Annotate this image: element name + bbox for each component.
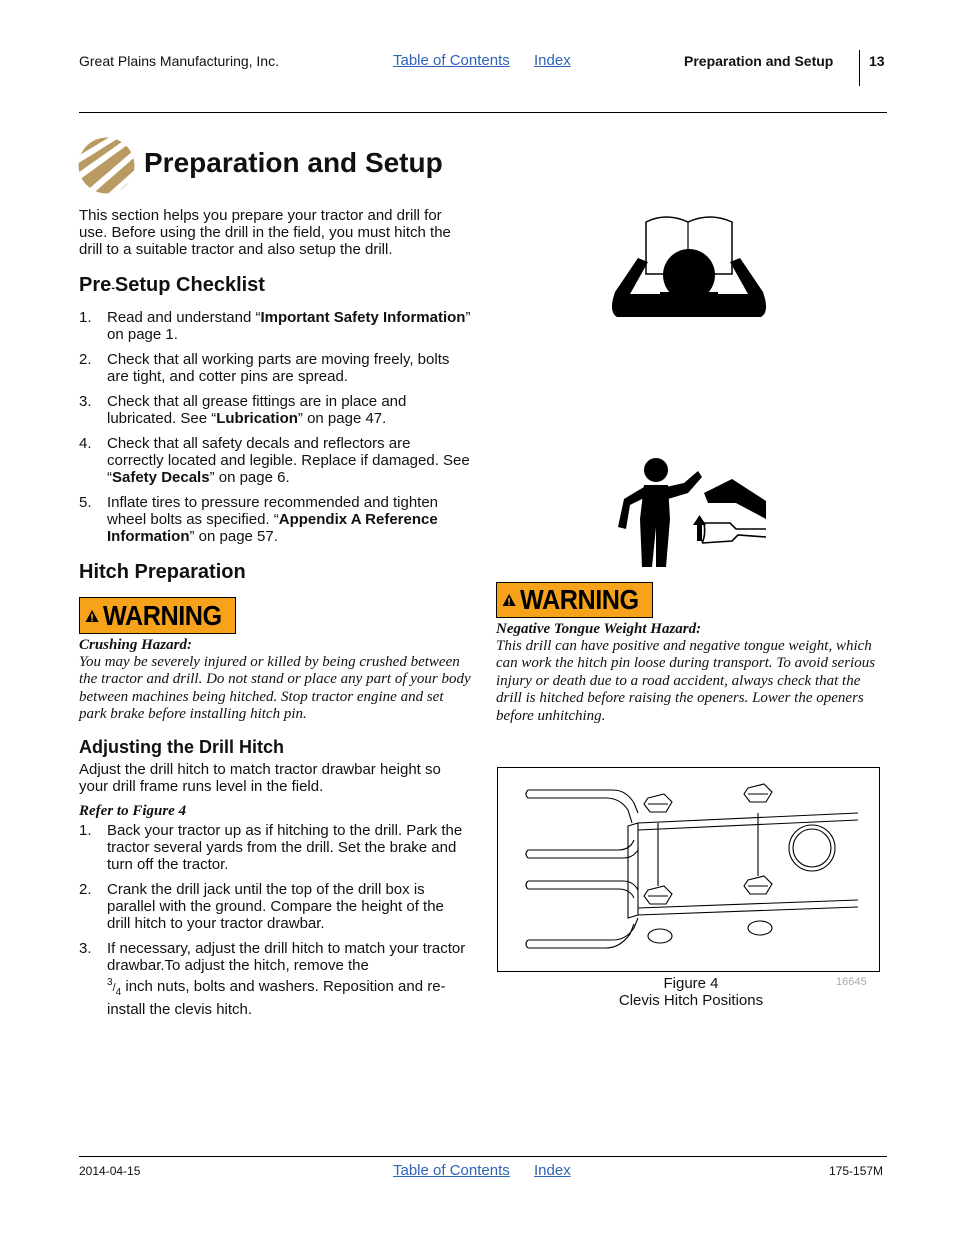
list-item: 5. Inflate tires to pressure recommended and tighten wheel bolts as specified. “Appendix A Reference Information” on page 57. xyxy=(79,494,439,545)
warning-triangle-icon xyxy=(502,588,516,612)
list-item: 4. Check that all safety decals and reflectors are correctly located and legible. Replace if damaged. See “Safety Decals” on page 6. xyxy=(79,435,470,486)
header-rule xyxy=(79,112,887,113)
list-item: 1. Read and understand “Important Safety Information” on page 1. xyxy=(79,309,471,343)
page-number: 13 xyxy=(869,53,885,69)
read-manual-icon xyxy=(610,212,768,320)
header-index-link[interactable]: Index xyxy=(534,52,571,69)
clevis-hitch-figure xyxy=(497,767,880,972)
header-section: Preparation and Setup xyxy=(684,53,834,69)
adjusting-heading: Adjusting the Drill Hitch xyxy=(79,737,284,757)
figure-ref-id: 16645 xyxy=(836,976,867,988)
crushing-hazard-text: You may be severely injured or killed by being crushed between the tractor and drill. Do not stand or place any part of your body between machines being hitched. Stop tractor engine and set park brake before installing hitch pin. xyxy=(79,654,471,723)
list-item: 2. Crank the drill jack until the top of the drill box is parallel with the ground. Compare the height of the drill hitch to your tractor drawbar. xyxy=(79,881,444,932)
list-item: 3. Check that all grease fittings are in place and lubricated. See “Lubrication” on page 47. xyxy=(79,393,407,427)
header-toc-link[interactable]: Table of Contents xyxy=(393,52,510,69)
page-title: Preparation and Setup xyxy=(144,147,443,178)
section-logo-icon xyxy=(78,137,135,194)
footer-index-link[interactable]: Index xyxy=(534,1162,571,1179)
list-item: 3. If necessary, adjust the drill hitch to match your tractor drawbar.To adjust the hitch, remove the $^3/_4$ inch nuts, bolts and washers. Reposition and re-install the clevis hitch. xyxy=(79,940,466,1018)
footer-toc-link[interactable]: Table of Contents xyxy=(393,1162,510,1179)
tongue-warning-badge: WARNING xyxy=(496,582,653,618)
figure-caption-title: Clevis Hitch Positions xyxy=(618,992,764,1009)
footer-date: 2014-04-15 xyxy=(79,1164,141,1178)
footer-doc-number: 175-157M xyxy=(829,1164,884,1178)
figure-caption xyxy=(497,975,885,1009)
tongue-hazard-text: This drill can have positive and negative tongue weight, which can work the hitch pin loose during transport. To avoid serious injury or death due to a road accident, always check that the drill is hitched before raising the openers. Lower the openers before unhitching. xyxy=(496,638,876,724)
hitch-heading: Hitch Preparation xyxy=(79,561,246,583)
hitching-person-icon xyxy=(610,455,768,571)
warning-badge: WARNING xyxy=(79,597,236,634)
list-item: 2. Check that all working parts are moving freely, bolts are tight, and cotter pins are spread. xyxy=(79,351,450,385)
adjusting-steps xyxy=(79,822,471,1018)
tongue-hazard-title: Negative Tongue Weight Hazard: xyxy=(496,621,702,637)
header-divider xyxy=(859,50,860,86)
crushing-hazard-title: Crushing Hazard: xyxy=(79,637,192,653)
adjusting-intro: Adjust the drill hitch to match tractor drawbar height so your drill frame runs level in the field. xyxy=(79,761,441,795)
checklist-heading: Pre-Setup Checklist xyxy=(79,274,265,296)
figure-reference: Refer to Figure 4 xyxy=(79,803,187,819)
footer-rule xyxy=(79,1156,887,1157)
list-item: 1. Back your tractor up as if hitching to the drill. Park the tractor several yards from the drill. Set the brake and turn off the tractor. xyxy=(79,822,463,873)
header-company: Great Plains Manufacturing, Inc. xyxy=(79,53,279,69)
figure-caption-number: Figure 4 xyxy=(663,975,719,992)
intro-paragraph: This section helps you prepare your tractor and drill for use. Before using the drill in the field, you must hitch the drill to a suitable tractor and also setup the drill. xyxy=(79,207,451,258)
warning-triangle-icon xyxy=(85,604,99,628)
checklist-list xyxy=(79,309,471,545)
